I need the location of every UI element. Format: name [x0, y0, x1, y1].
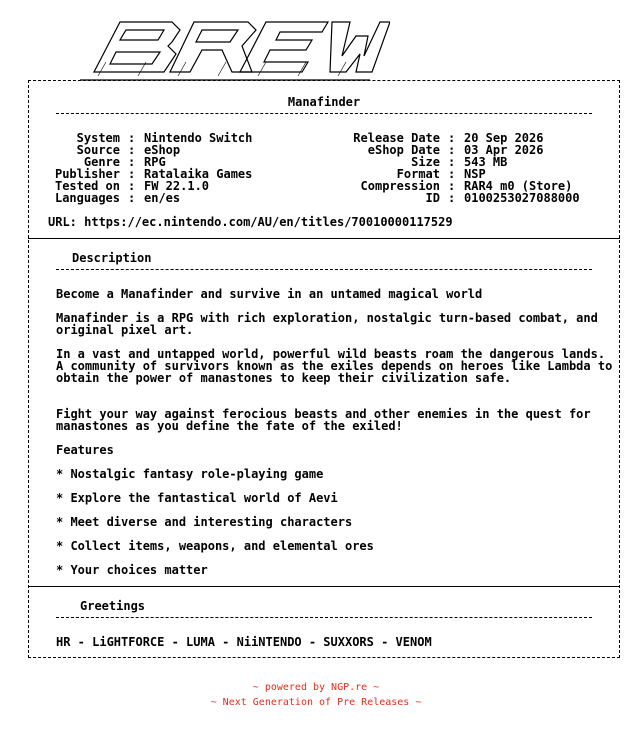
- sep: :: [128, 155, 136, 169]
- footer-powered-by: ~ powered by NGP.re ~: [252, 682, 380, 693]
- label-languages: Languages: [54, 191, 120, 205]
- value-system: Nintendo Switch: [144, 131, 253, 145]
- logo-text: BREWS: [80, 18, 84, 19]
- value-compression: RAR4 m0 (Store): [464, 179, 573, 193]
- value-publisher: Ratalaika Games: [144, 167, 253, 181]
- section-divider: [28, 238, 620, 239]
- sep: :: [448, 191, 456, 205]
- description-paragraph-3: Fight your way against ferocious beasts and other enemies in the quest for manastones as you define the fate of the exiled!: [56, 407, 591, 433]
- sep: :: [128, 191, 136, 205]
- description-heading: Description: [72, 251, 152, 265]
- label-size: Size: [411, 155, 440, 169]
- section-divider: [28, 586, 620, 587]
- sep: :: [448, 131, 456, 145]
- sep: :: [128, 167, 136, 181]
- feature-item: * Explore the fantastical world of Aevi: [56, 491, 338, 505]
- label-format: Format: [396, 167, 440, 181]
- feature-item: * Nostalgic fantasy role-playing game: [56, 467, 324, 481]
- greetings-divider: [56, 617, 592, 618]
- feature-item: * Collect items, weapons, and elemental ores: [56, 539, 374, 553]
- value-genre: RPG: [144, 155, 166, 169]
- sep: :: [128, 143, 136, 157]
- sep: :: [448, 179, 456, 193]
- release-title: Manafinder: [287, 95, 361, 109]
- brews-logo: [80, 18, 390, 84]
- feature-item: * Meet diverse and interesting characters: [56, 515, 353, 529]
- label-compression: Compression: [360, 179, 440, 193]
- label-system: System: [76, 131, 120, 145]
- value-eshop-date: 03 Apr 2026: [464, 143, 544, 157]
- title-divider: [56, 113, 592, 114]
- value-source: eShop: [144, 143, 181, 157]
- label-eshop-date: eShop Date: [367, 143, 440, 157]
- sep: :: [448, 155, 456, 169]
- greetings-heading: Greetings: [80, 599, 146, 613]
- label-publisher: Publisher: [54, 167, 120, 181]
- value-tested-on: FW 22.1.0: [144, 179, 210, 193]
- description-tagline: Become a Manafinder and survive in an untamed magical world: [56, 287, 483, 301]
- value-release-date: 20 Sep 2026: [464, 131, 544, 145]
- description-paragraph-1: Manafinder is a RPG with rich exploration, nostalgic turn-based combat, and original pixel art.: [56, 311, 598, 337]
- greetings-line: HR - LiGHTFORCE - LUMA - NiiNTENDO - SUXXORS - VENOM: [56, 635, 432, 649]
- sep: :: [448, 143, 456, 157]
- footer-tagline: ~ Next Generation of Pre Releases ~: [210, 697, 422, 708]
- label-id: ID: [425, 191, 440, 205]
- store-url: URL: https://ec.nintendo.com/AU/en/titles/70010000117529: [48, 215, 453, 229]
- value-id: 0100253027088000: [464, 191, 580, 205]
- sep: :: [128, 131, 136, 145]
- features-heading: Features: [56, 443, 114, 457]
- label-release-date: Release Date: [353, 131, 440, 145]
- value-languages: en/es: [144, 191, 181, 205]
- feature-item: * Your choices matter: [56, 563, 208, 577]
- description-paragraph-2: In a vast and untapped world, powerful wild beasts roam the dangerous lands. A community of survivors known as the exiles depends on heroes like Lambda to obtain the power of manastones to keep their civilization safe.: [56, 347, 613, 385]
- sep: :: [128, 179, 136, 193]
- value-size: 543 MB: [464, 155, 508, 169]
- sep: :: [448, 167, 456, 181]
- value-format: NSP: [464, 167, 486, 181]
- description-divider: [56, 269, 592, 270]
- label-tested-on: Tested on: [54, 179, 120, 193]
- label-genre: Genre: [83, 155, 120, 169]
- label-source: Source: [76, 143, 120, 157]
